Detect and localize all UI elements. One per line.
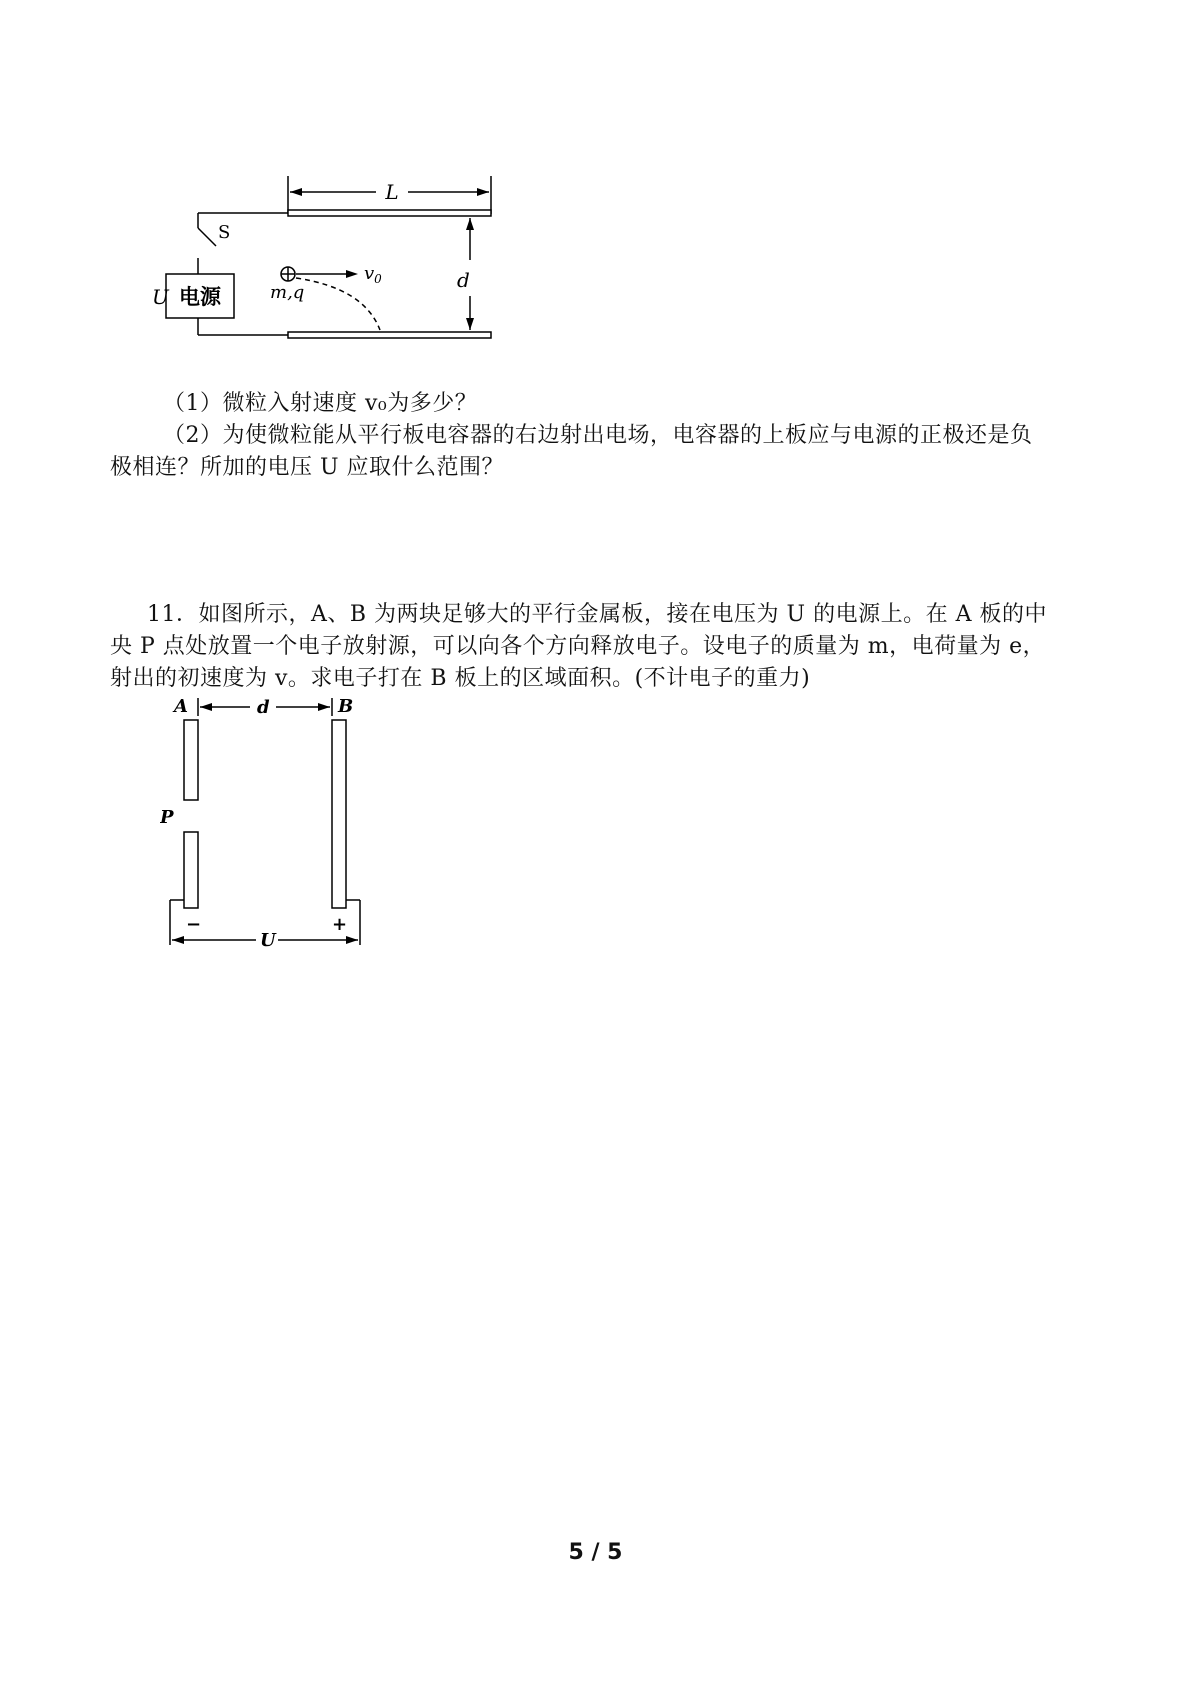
voltage-label-2: U: [260, 930, 276, 951]
positive-sign: +: [332, 914, 348, 935]
source-point-label: P: [160, 807, 174, 828]
question10-part2-line2: 极相连？所加的电压 U 应取什么范围？: [110, 455, 505, 480]
question11-line2: 央 P 点处放置一个电子放射源，可以向各个方向释放电子。设电子的质量为 m，电荷量为 e，: [110, 634, 1046, 659]
length-label: L: [385, 180, 399, 204]
parallel-plates-figure: [160, 690, 370, 955]
mass-charge-label: m,q: [270, 282, 305, 303]
question10-part2-line1: （2）为使微粒能从平行板电容器的右边射出电场，电容器的上板应与电源的正极还是负: [163, 423, 1033, 448]
page-number: 5 / 5: [568, 1540, 623, 1565]
plate-a-label: A: [174, 696, 188, 717]
power-source-label: 电源: [179, 285, 221, 309]
capacitor-circuit-figure: [150, 170, 530, 360]
negative-sign: −: [186, 914, 202, 935]
plate-gap-label: d: [457, 268, 470, 292]
voltage-label: U: [152, 285, 169, 309]
plate-b-label: B: [338, 696, 354, 717]
switch-label: S: [218, 222, 231, 243]
question10-part1: （1）微粒入射速度 v₀为多少？: [163, 391, 478, 416]
plate-gap-label-2: d: [257, 697, 270, 718]
question11-line3: 射出的初速度为 v。求电子打在 B 板上的区域面积。(不计电子的重力): [110, 666, 811, 691]
question11-line1: 11．如图所示，A、B 为两块足够大的平行金属板，接在电压为 U 的电源上。在 A 板的中: [147, 602, 1047, 627]
trajectory-curve: [296, 278, 380, 330]
velocity-label: $v_0$: [364, 263, 382, 286]
